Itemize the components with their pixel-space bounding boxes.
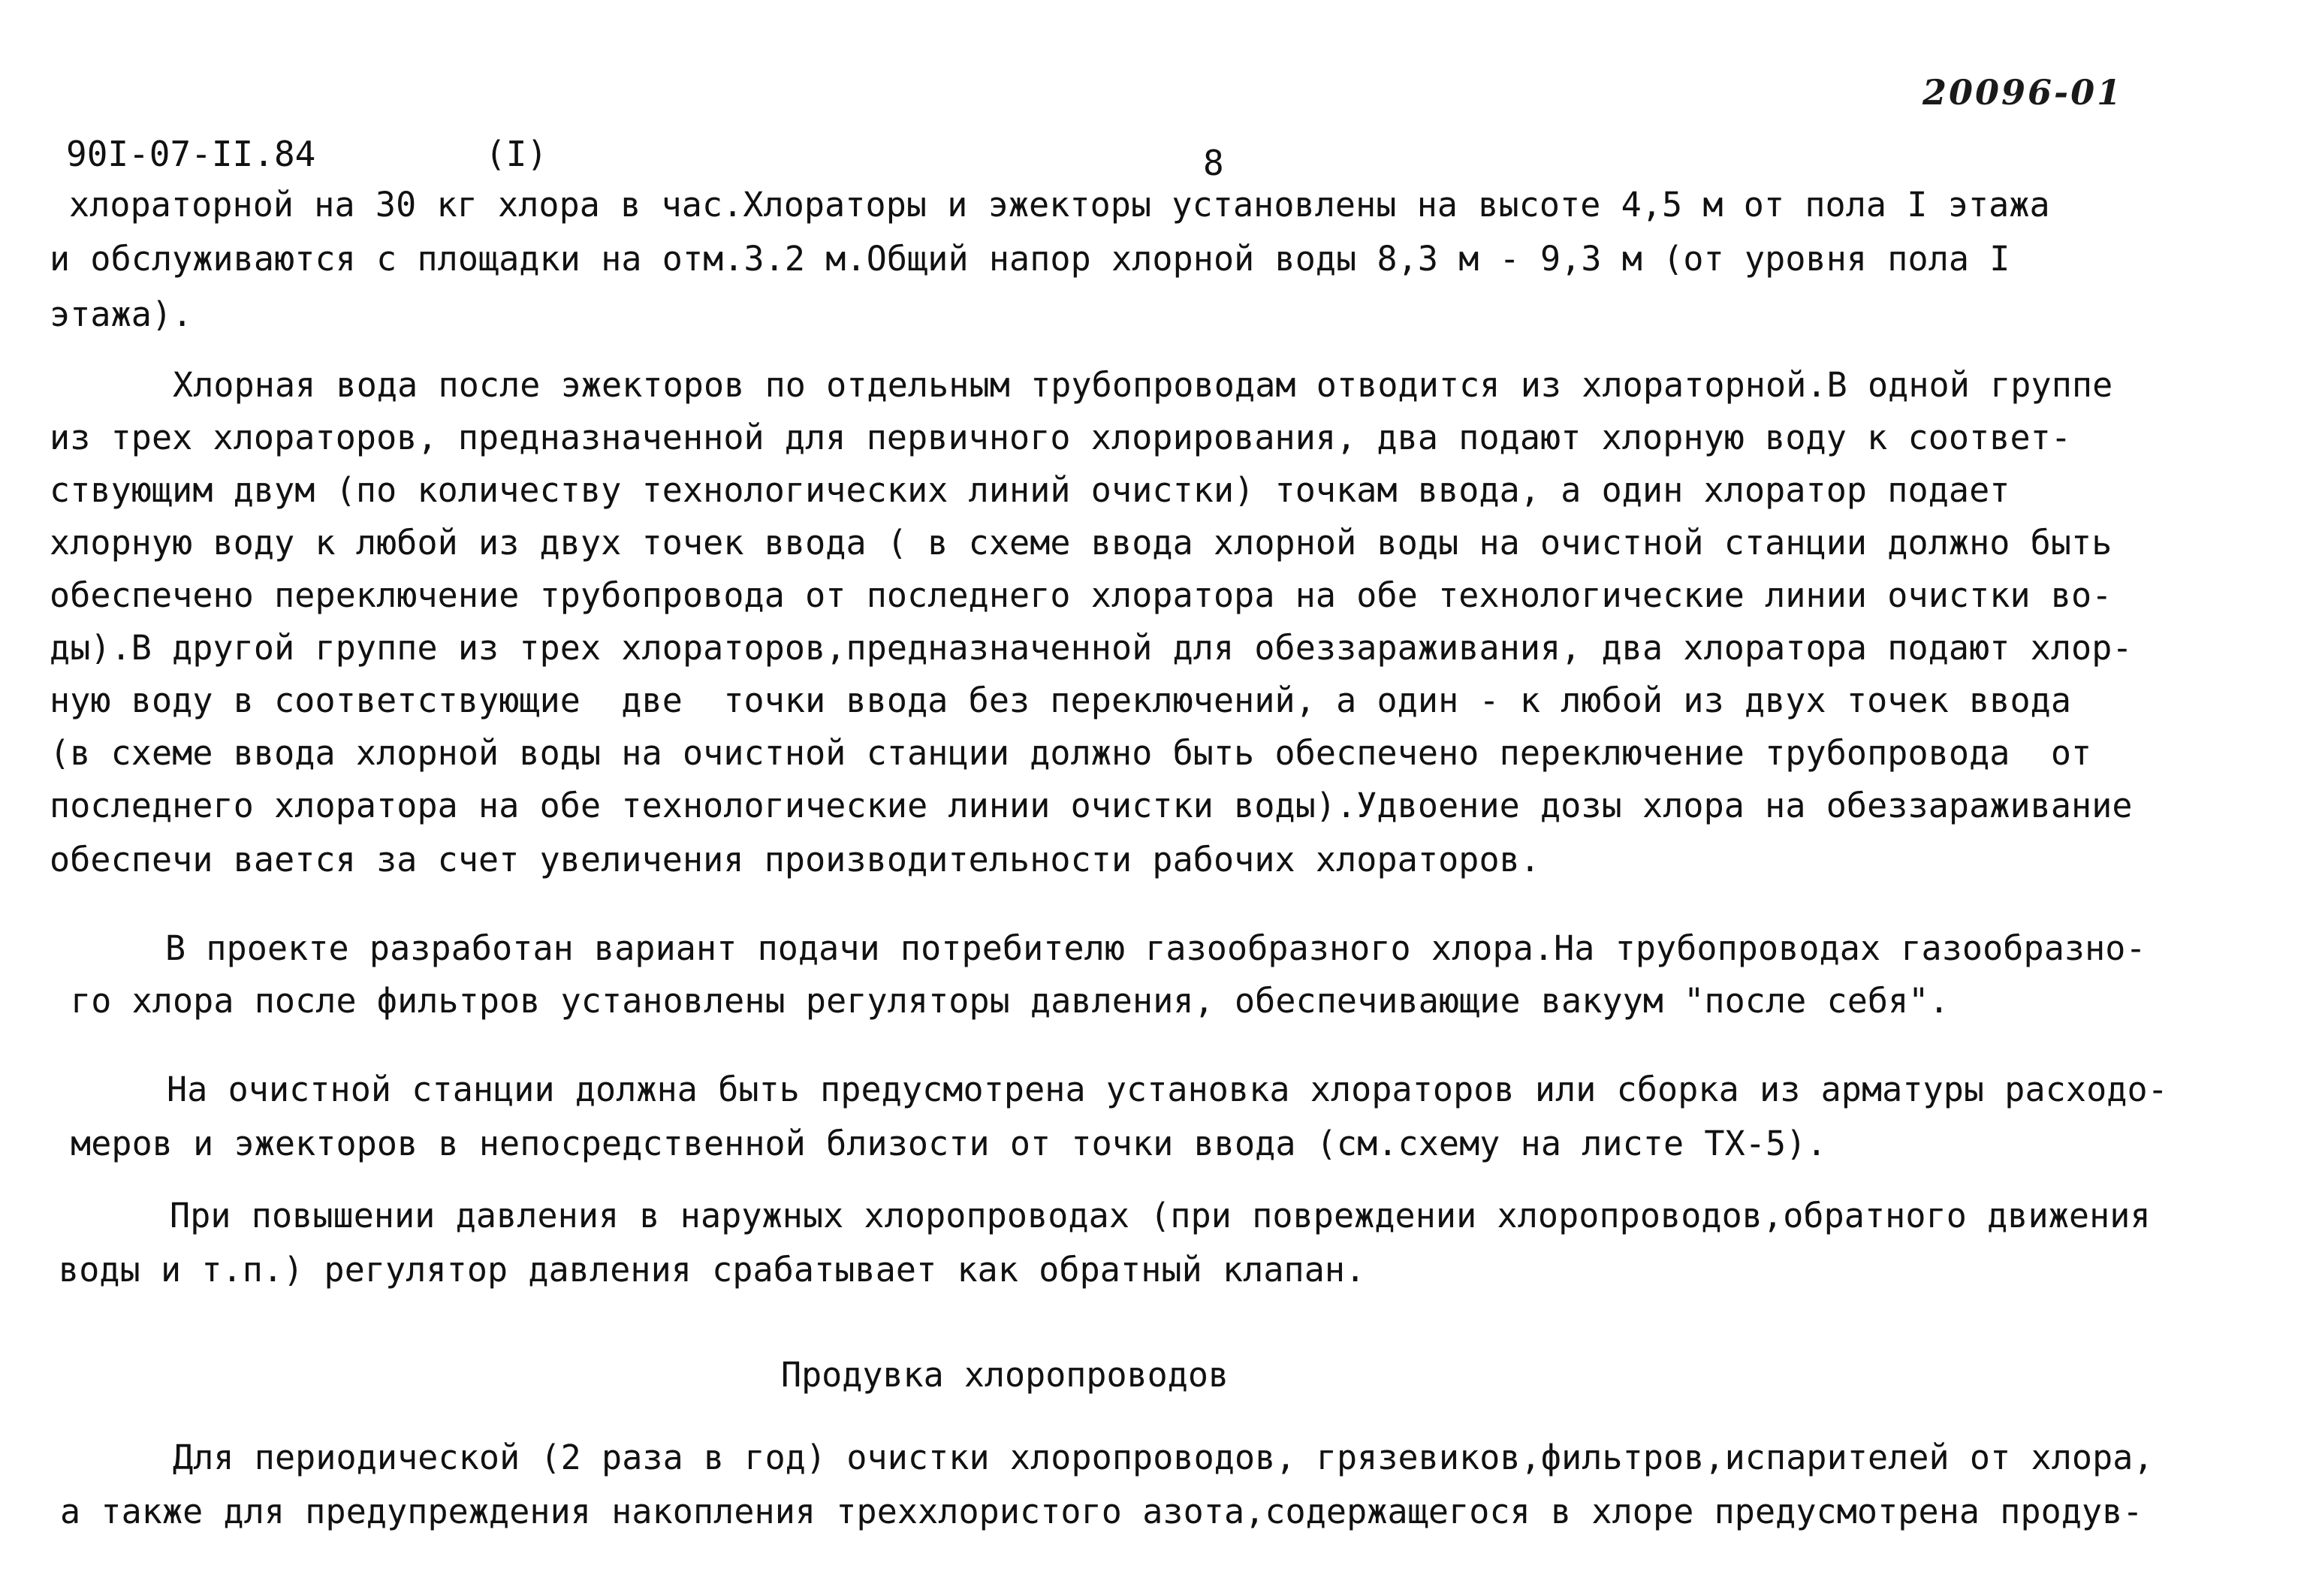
section-heading: Продувка хлоропроводов [781, 1355, 1229, 1395]
text-line: Для периодической (2 раза в год) очистки хлоропроводов, грязевиков,фильтров,испарителей от хлора, [173, 1438, 2154, 1477]
text-line: хлораторной на 30 кг хлора в час.Хлораторы и эжекторы установлены на высоте 4,5 м от пола I этажа [69, 185, 2050, 225]
page-number: 8 [1203, 143, 1224, 183]
text-line: а также для предупреждения накопления треххлористого азота,содержащегося в хлоре предусмотрена продув- [60, 1492, 2143, 1531]
text-line: и обслуживаются с площадки на отм.3.2 м.Общий напор хлорной воды 8,3 м - 9,3 м (от уровня пола I [50, 239, 2010, 279]
text-line: ную воду в соответствующие две точки ввода без переключений, а один - к любой из двух точек ввода [50, 680, 2072, 720]
text-line: ствующим двум (по количеству технологических линий очистки) точкам ввода, а один хлоратор подает [50, 470, 2010, 510]
text-line: обеспечено переключение трубопровода от последнего хлоратора на обе технологические линии очистки во- [50, 575, 2112, 615]
text-line: последнего хлоратора на обе технологические линии очистки воды).Удвоение дозы хлора на обеззараживание [50, 786, 2133, 825]
handwritten-document-number: 20096-01 [1922, 72, 2124, 113]
text-line: го хлора после фильтров установлены регуляторы давления, обеспечивающие вакуум "после себя". [71, 981, 1950, 1021]
text-line: хлорную воду к любой из двух точек ввода ( в схеме ввода хлорной воды на очистной станции должно быть [50, 523, 2112, 563]
text-line: В проекте разработан вариант подачи потребителю газообразного хлора.На трубопроводах газообразно- [165, 928, 2146, 968]
text-line: Хлорная вода после эжекторов по отдельным трубопроводам отводится из хлораторной.В одной группе [173, 365, 2113, 405]
text-line: (в схеме ввода хлорной воды на очистной станции должно быть обеспечено переключение трубопровода от [50, 733, 2092, 773]
text-line: этажа). [50, 294, 193, 334]
document-code: 90I-07-II.84 [66, 134, 316, 174]
text-line: ды).В другой группе из трех хлораторов,предназначенной для обеззараживания, два хлоратора подают хлор- [50, 628, 2133, 668]
text-line: На очистной станции должна быть предусмотрена установка хлораторов или сборка из арматуры расходо- [167, 1070, 2168, 1109]
text-line: из трех хлораторов, предназначенной для первичного хлорирования, два подают хлорную воду к соответ- [50, 418, 2072, 457]
text-line: обеспечи вается за счет увеличения производительности рабочих хлораторов. [50, 840, 1541, 879]
text-line: меров и эжекторов в непосредственной близости от точки ввода (см.схему на листе ТХ-5). [71, 1124, 1827, 1163]
part-number: (I) [485, 134, 548, 174]
text-line: При повышении давления в наружных хлоропроводах (при повреждении хлоропроводов,обратного движения [170, 1196, 2151, 1235]
text-line: воды и т.п.) регулятор давления срабатывает как обратный клапан. [59, 1250, 1366, 1290]
